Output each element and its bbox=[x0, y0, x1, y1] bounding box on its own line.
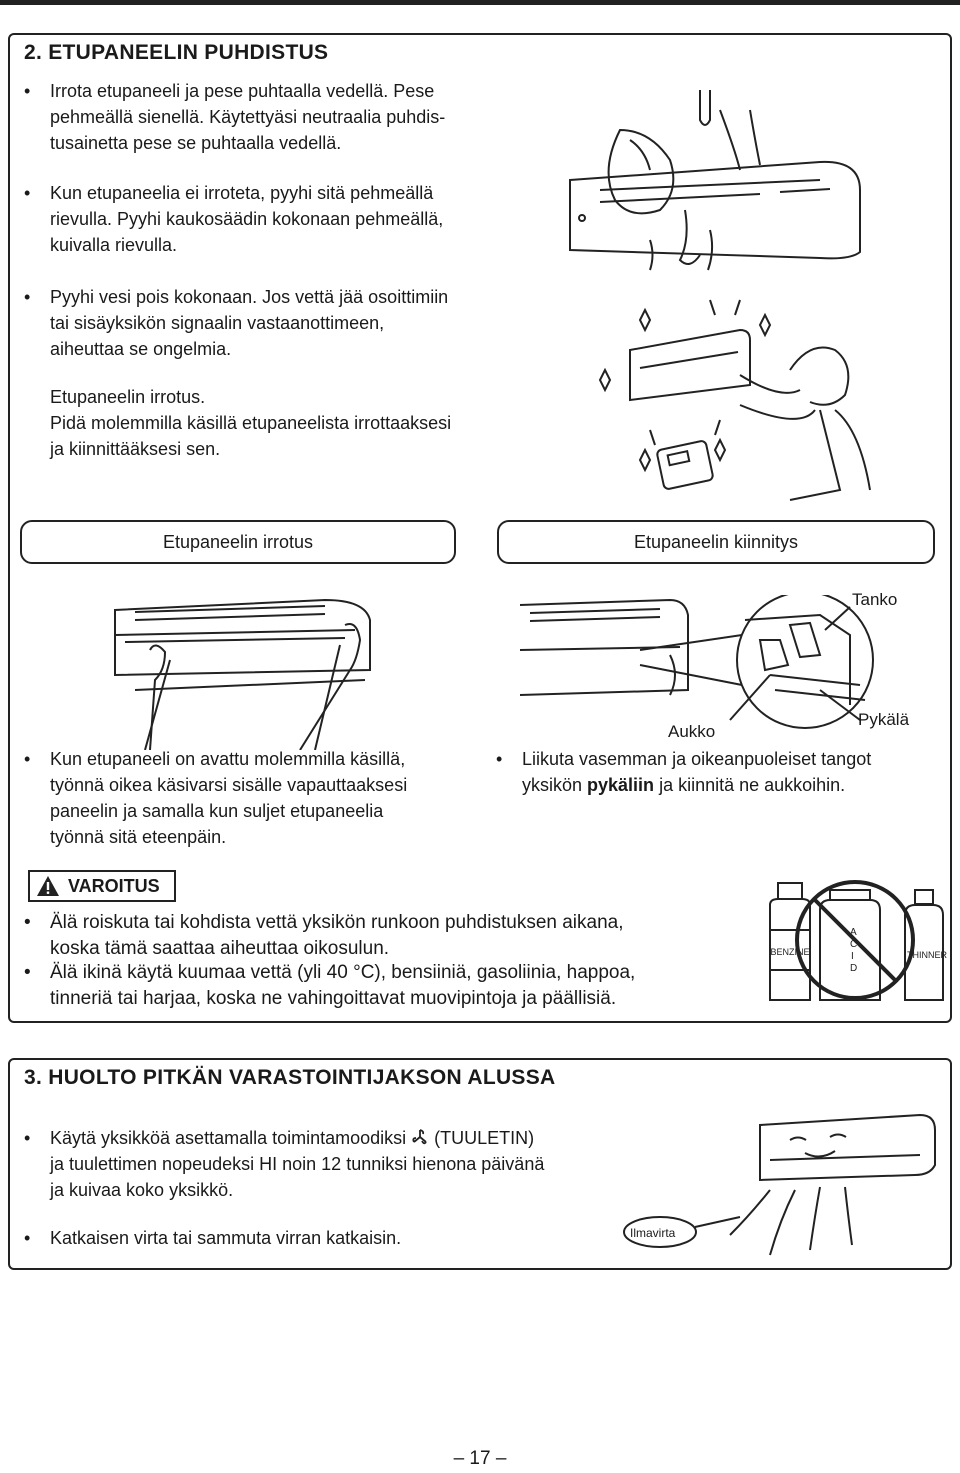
bottle-acid-letter: I bbox=[851, 951, 854, 962]
airflow-illustration bbox=[620, 1105, 940, 1265]
cleaning-illustration bbox=[560, 90, 950, 510]
warning-item-splash: • Älä roiskuta tai kohdista vettä yksikön runkoon puhdistuksen aikana, koska tämä saattaa aiheuttaa oikosulun. bbox=[24, 912, 624, 959]
paragraph-wipe-panel: • Kun etupaneelia ei irroteta, pyyhi sitä pehmeällä rievulla. Pyyhi kaukosäädin kokonaan pehmeällä, kuivalla rievulla. bbox=[24, 183, 444, 255]
bottle-benzine-label: BENZINE bbox=[770, 947, 810, 957]
label-rod: Tanko bbox=[852, 590, 898, 609]
page-number: – 17 – bbox=[453, 1448, 507, 1469]
bottle-thinner-label: THINNER bbox=[907, 950, 947, 960]
paragraph-attachment-steps: • Liikuta vasemman ja oikeanpuoleiset tangot yksikön pykäliin ja kiinnitä ne aukkoihin. bbox=[496, 749, 872, 795]
warning-item-chemicals: • Älä ikinä käytä kuumaa vettä (yli 40 °C), bensiiniä, gasoliinia, happoa, tinneriä tai harjaa, koska ne vahingoittavat muovipintoja ja päällisiä. bbox=[24, 962, 636, 1009]
pill-panel-removal: Etupaneelin irrotus bbox=[20, 520, 456, 564]
warning-label: VAROITUS bbox=[28, 870, 176, 902]
paragraph-removal-steps: • Kun etupaneeli on avattu molemmilla käsillä, työnnä oikea käsivarsi sisälle vapauttaaksesi paneelin ja samalla kun suljet etupaneelia työnnä sitä eteenpäin. bbox=[24, 749, 408, 847]
paragraph-power-off: • Katkaisen virta tai sammuta virran katkaisin. bbox=[24, 1228, 402, 1248]
fan-mode-icon bbox=[411, 1128, 429, 1146]
label-airflow: Ilmavirta bbox=[630, 1226, 676, 1240]
paragraph-fan-mode: • Käytä yksikköä asettamalla toimintamoodiksi (TUULETIN) ja tuulettimen nopeudeksi HI noin 12 tunniksi hienona päivänä ja kuivaa koko yksikkö. bbox=[24, 1128, 545, 1200]
paragraph-wash-panel: • Irrota etupaneeli ja pese puhtaalla vedellä. Pese pehmeällä sienellä. Käytettyäsi neutraalia puhdis- tusainetta pese se puhtaalla vedellä. bbox=[24, 81, 446, 153]
top-rule bbox=[0, 0, 960, 5]
prohibited-chemicals-illustration bbox=[760, 875, 950, 1010]
panel-removal-illustration bbox=[95, 580, 395, 750]
paragraph-dry-water: • Pyyhi vesi pois kokonaan. Jos vettä jää osoittimiin tai sisäyksikön signaalin vastaanottimeen, aiheuttaa se ongelmia. bbox=[24, 287, 449, 359]
bottle-acid-letter: D bbox=[850, 963, 858, 974]
pill-panel-attachment: Etupaneelin kiinnitys bbox=[497, 520, 935, 564]
warning-triangle-icon bbox=[36, 875, 60, 897]
bottle-acid-letter: C bbox=[850, 939, 858, 950]
bottle-acid-letter: A bbox=[850, 927, 857, 938]
section-title: 3. HUOLTO PITKÄN VARASTOINTIJAKSON ALUSSA bbox=[24, 1066, 556, 1089]
section-title: 2. ETUPANEELIN PUHDISTUS bbox=[24, 41, 329, 64]
label-notch: Pykälä bbox=[858, 710, 910, 729]
label-opening: Aukko bbox=[668, 722, 716, 741]
paragraph-panel-removal: Etupaneelin irrotus. Pidä molemmilla käsillä etupaneelista irrottaaksesi ja kiinnittääksesi sen. bbox=[50, 387, 452, 459]
